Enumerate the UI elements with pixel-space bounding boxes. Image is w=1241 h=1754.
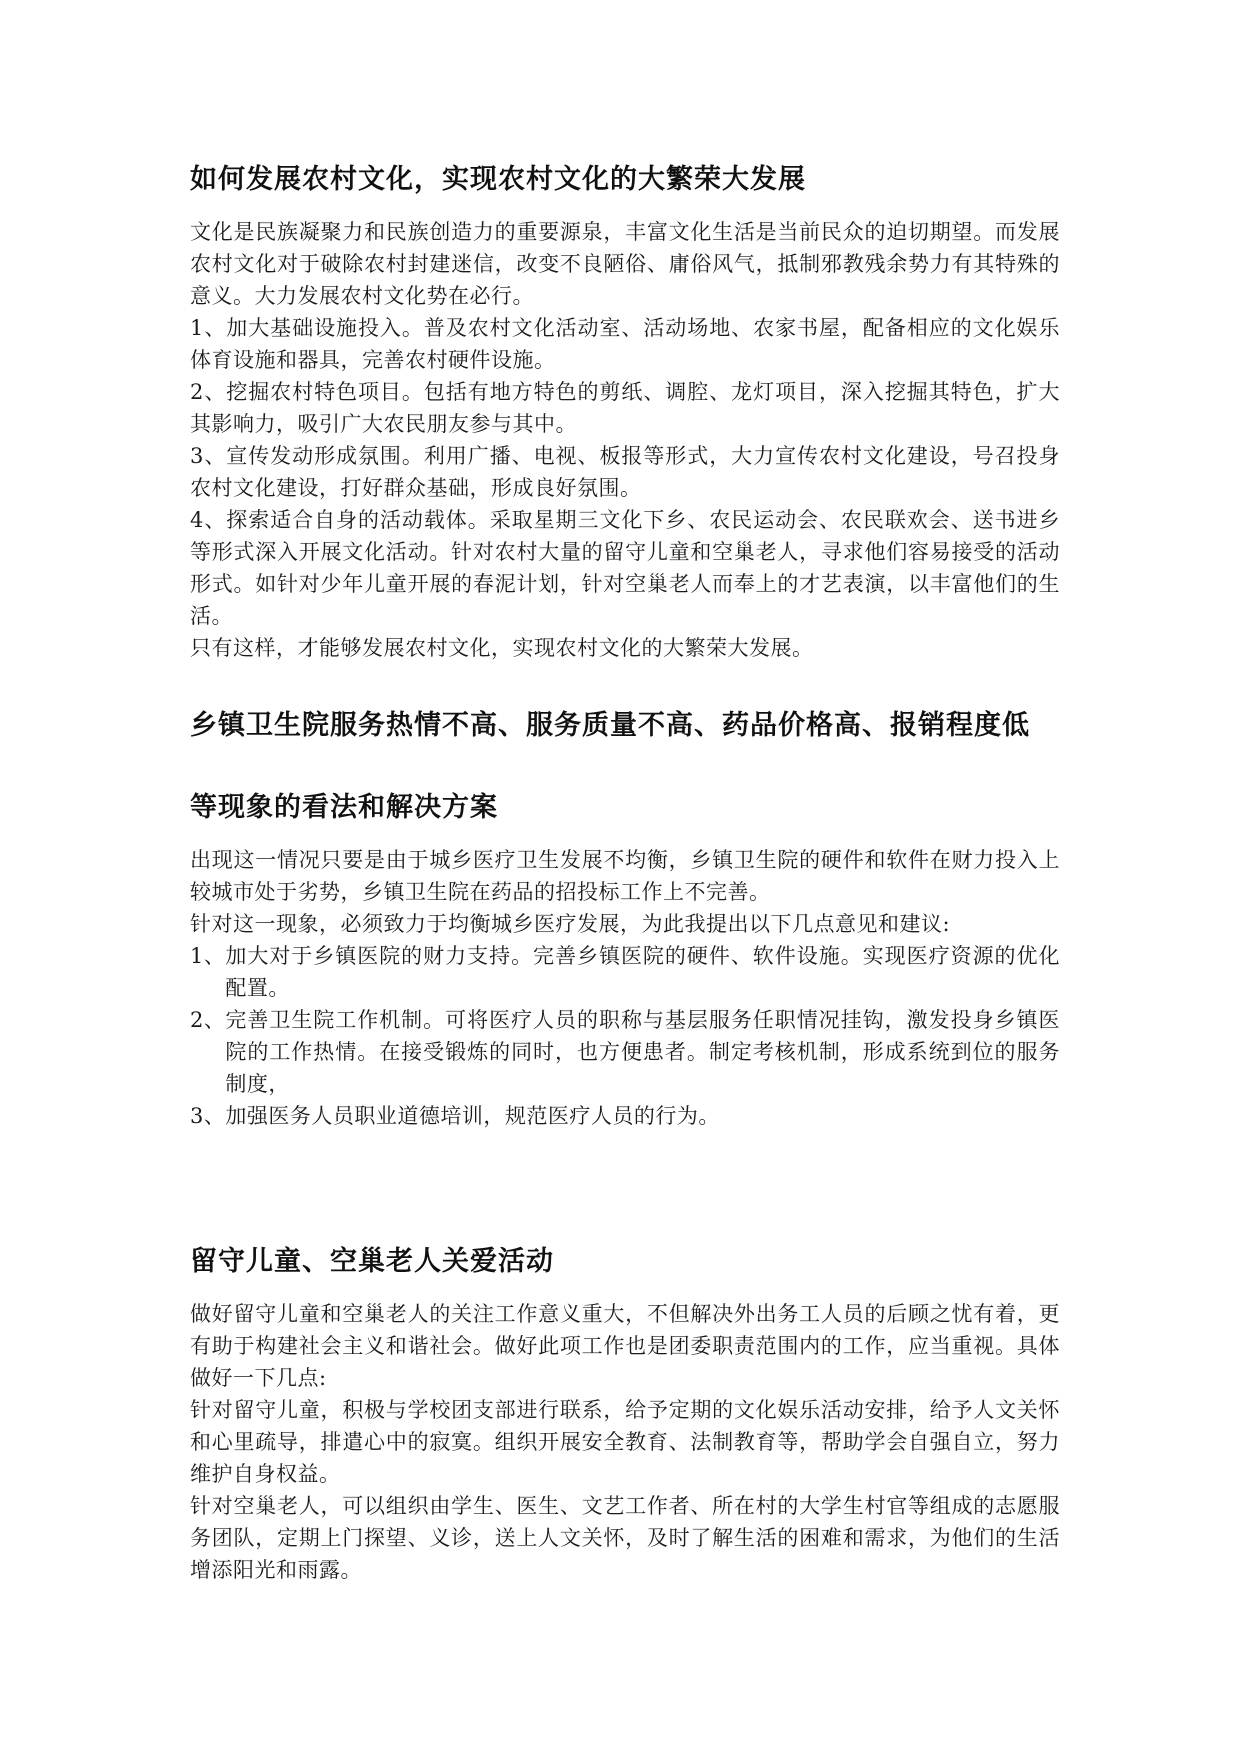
list-item xyxy=(190,1100,1060,1132)
paragraph: 只有这样，才能够发展农村文化，实现农村文化的大繁荣大发展。 xyxy=(190,636,814,660)
section-body xyxy=(190,844,1060,1132)
paragraph: 3、宣传发动形成氛围。利用广播、电视、板报等形式，大力宣传农村文化建设，号召投身农村文化建设，打好群众基础，形成良好氛围。 xyxy=(190,444,1060,500)
section-rural-culture xyxy=(190,150,1060,664)
section-body xyxy=(190,1298,1060,1586)
list-item xyxy=(190,940,1060,1004)
list-text: 加强医务人员职业道德培训，规范医疗人员的行为。 xyxy=(225,1104,720,1128)
section-body xyxy=(190,216,1060,664)
paragraph: 做好留守儿童和空巢老人的关注工作意义重大，不但解决外出务工人员的后顾之忧有着，更有助于构建社会主义和谐社会。做好此项工作也是团委职责范围内的工作，应当重视。具体做好一下几点: xyxy=(190,1302,1060,1390)
section-title-line: 乡镇卫生院服务热情不高、服务质量不高、药品价格高、报销程度低 xyxy=(190,710,1030,741)
section-title: 如何发展农村文化，实现农村文化的大繁荣大发展 xyxy=(190,164,806,195)
list-number: 2、 xyxy=(190,1008,226,1032)
paragraph: 针对空巢老人，可以组织由学生、医生、文艺工作者、所在村的大学生村官等组成的志愿服务团队，定期上门探望、义诊，送上人文关怀，及时了解生活的困难和需求，为他们的生活增添阳光和雨露。 xyxy=(190,1494,1060,1582)
paragraph: 出现这一情况只要是由于城乡医疗卫生发展不均衡，乡镇卫生院的硬件和软件在财力投入上较城市处于劣势，乡镇卫生院在药品的招投标工作上不完善。 xyxy=(190,848,1060,904)
list-item xyxy=(190,1004,1060,1100)
list-text: 完善卫生院工作机制。可将医疗人员的职称与基层服务任职情况挂钩，激发投身乡镇医院的工作热情。在接受锻炼的同时，也方便患者。制定考核机制，形成系统到位的服务制度， xyxy=(225,1008,1060,1096)
paragraph: 4、探索适合自身的活动载体。采取星期三文化下乡、农民运动会、农民联欢会、送书进乡等形式深入开展文化活动。针对农村大量的留守儿童和空巢老人，寻求他们容易接受的活动形式。如针对少年儿童开展的春泥计划，针对空巢老人而奉上的才艺表演，以丰富他们的生活。 xyxy=(190,508,1060,628)
paragraph: 针对留守儿童，积极与学校团支部进行联系，给予定期的文化娱乐活动安排，给予人文关怀和心里疏导，排遣心中的寂寞。组织开展安全教育、法制教育等，帮助学会自强自立，努力维护自身权益。 xyxy=(190,1398,1060,1486)
section-left-behind-care xyxy=(190,1232,1060,1586)
paragraph: 2、挖掘农村特色项目。包括有地方特色的剪纸、调腔、龙灯项目，深入挖掘其特色，扩大其影响力，吸引广大农民朋友参与其中。 xyxy=(190,380,1060,436)
section-township-hospital xyxy=(190,696,1060,1132)
section-title-line: 等现象的看法和解决方案 xyxy=(190,792,498,823)
paragraph: 1、加大基础设施投入。普及农村文化活动室、活动场地、农家书屋，配备相应的文化娱乐体育设施和器具，完善农村硬件设施。 xyxy=(190,316,1060,372)
list-text: 加大对于乡镇医院的财力支持。完善乡镇医院的硬件、软件设施。实现医疗资源的优化配置。 xyxy=(225,944,1060,1000)
paragraph: 针对这一现象，必须致力于均衡城乡医疗发展，为此我提出以下几点意见和建议: xyxy=(190,912,951,936)
list-number: 1、 xyxy=(190,944,226,968)
section-title: 留守儿童、空巢老人关爱活动 xyxy=(190,1246,554,1277)
paragraph: 文化是民族凝聚力和民族创造力的重要源泉，丰富文化生活是当前民众的迫切期望。而发展农村文化对于破除农村封建迷信，改变不良陋俗、庸俗风气，抵制邪教残余势力有其特殊的意义。大力发展农村文化势在必行。 xyxy=(190,220,1060,308)
list-number: 3、 xyxy=(190,1104,226,1128)
numbered-list xyxy=(190,940,1060,1132)
